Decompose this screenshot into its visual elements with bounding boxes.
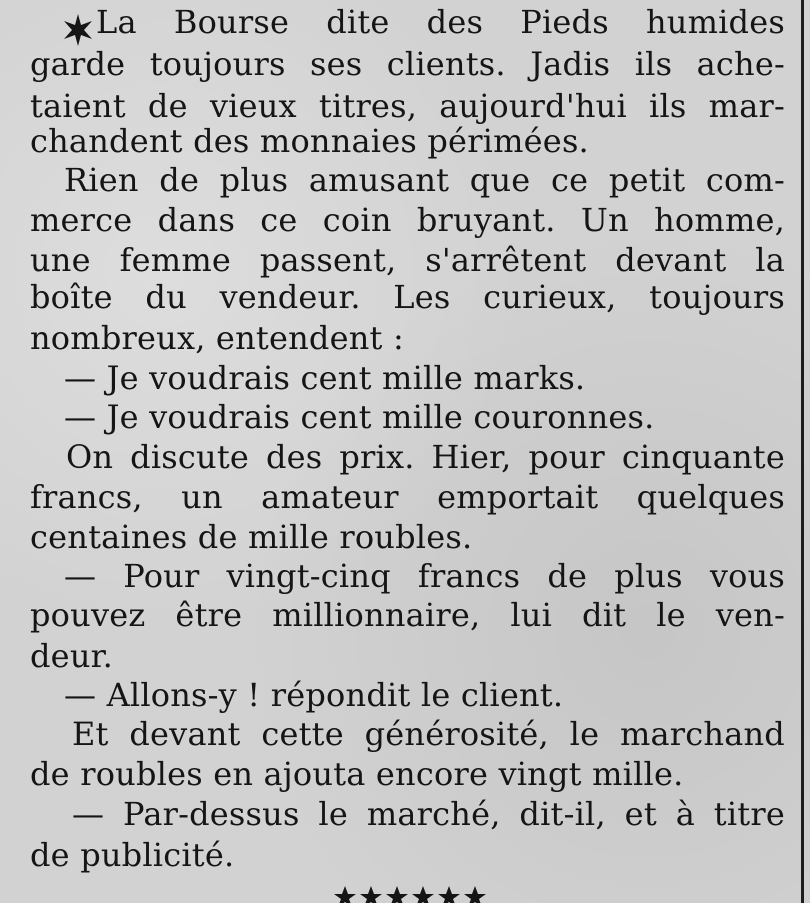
article-line: merce dans ce coin bruyant. Un homme, — [30, 201, 785, 239]
article-line: garde toujours ses clients. Jadis ils ache- — [30, 45, 785, 83]
article-line: Et devant cette générosité, le marchand — [72, 715, 785, 753]
column-rule — [801, 0, 804, 903]
article-line: On discute des prix. Hier, pour cinquante — [66, 438, 785, 476]
article-line: francs, un amateur emportait quelques — [30, 478, 785, 516]
article-line: chandent des monnaies périmées. — [30, 122, 589, 160]
article-line: — Allons-y ! répondit le client. — [64, 676, 564, 714]
star-row-separator — [333, 880, 493, 903]
article-line: pouvez être millionnaire, lui dit le ven- — [30, 596, 785, 634]
article-line: — Je voudrais cent mille marks. — [64, 359, 586, 397]
article-line: — Je voudrais cent mille couronnes. — [64, 398, 655, 436]
article-line: nombreux, entendent : — [30, 319, 404, 357]
article-line: une femme passent, s'arrêtent devant la — [30, 241, 785, 279]
article-line: — Pour vingt-cinq francs de plus vous — [64, 557, 785, 595]
article-line: deur. — [30, 637, 113, 675]
article-line: de roubles en ajouta encore vingt mille. — [30, 755, 684, 793]
article-line: boîte du vendeur. Les curieux, toujours — [30, 278, 785, 316]
article-line: La Bourse dite des Pieds humides — [96, 3, 785, 41]
article-line: de publicité. — [30, 836, 235, 874]
article-line: centaines de mille roubles. — [30, 518, 473, 556]
article-line: — Par-dessus le marché, dit-il, et à titre — [72, 795, 785, 833]
article-line: Rien de plus amusant que ce petit com- — [64, 161, 785, 199]
article-line: taient de vieux titres, aujourd'hui ils mar- — [30, 87, 785, 125]
